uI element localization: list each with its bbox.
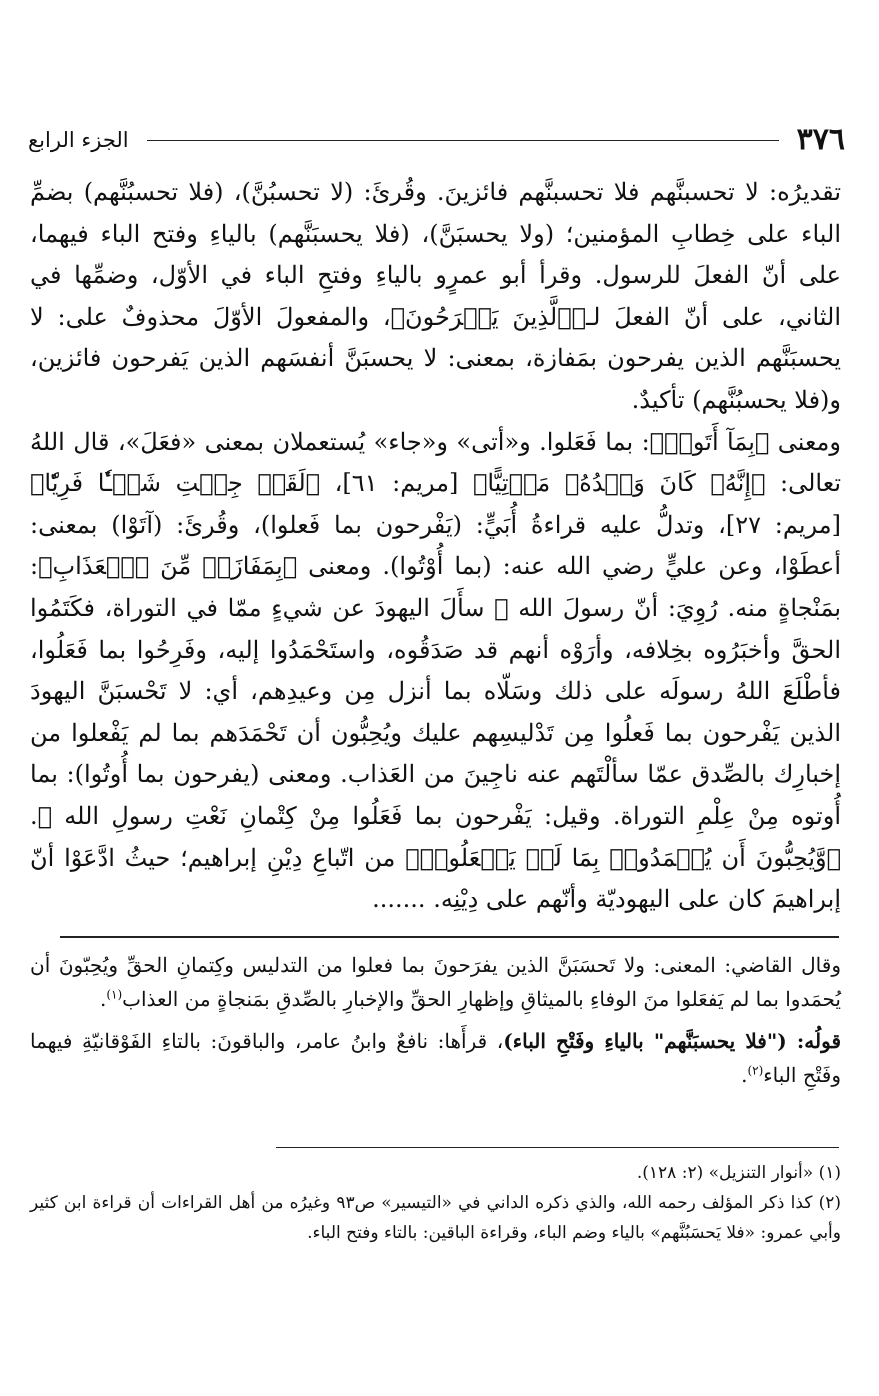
main-text (30, 172, 841, 921)
part-title: الجزء الرابع (28, 127, 129, 152)
commentary-text: ، قرأَها: نافعٌ وابنُ عامر، والباقونَ: بالتاءِ الفَوْقانيّةِ فيهما وفَتْحِ الباء (30, 1029, 841, 1087)
footnote-divider (276, 1147, 839, 1148)
footnote: (٢) كذا ذكر المؤلف رحمه الله، والذي ذكره الداني في «التيسير» ص٩٣ وغيرُه من أهل القراءات أن قراءة ابن كثير وأبي عمرو: «فلا يَحسَبُنَّهم» بالياء وضم الباء، وقراءة الباقين: بالتاء وفتح الباء. (30, 1193, 841, 1243)
footnote-ref[interactable]: (١) (106, 987, 123, 1002)
commentary (30, 948, 841, 1100)
commentary-paragraph: قولُه: ("فلا يحسبَنَّهم" بالياءِ وفَتْحِ الباء)، قرأَها: نافعٌ وابنُ عامر، والباقونَ: بالتاءِ الفَوْقانيّةِ فيهما وفَتْحِ الباء$^{(٢)}$. (30, 1029, 842, 1087)
commentary-divider (60, 936, 839, 938)
header-rule (147, 140, 779, 141)
main-paragraph: ومعنى ﴿بِمَآ أَتَوا۟﴾: بما فَعَلوا. و«أتى» و«جاء» يُستعملان بمعنى «فعَلَ»، قال اللهُ تعالى: ﴿إِنَّهُۥ كَانَ وَعۡدُهُۥ مَأۡتِيًّا﴾ [مريم: ٦١]، ﴿لَقَدۡ جِئۡتِ شَيۡـٔٗا فَرِيّٗا﴾ [مريم: ٢٧]، وتدلُّ عليه قراءةُ أُبَيٍّ: (يَفْرحون بما فَعلوا)، وقُرئَ: (آتَوْا) بمعنى: أعطَوْا، وعن عليٍّ رضي الله عنه: (بما أُوْتُوا). ومعنى ﴿بِمَفَازَةٖ مِّنَ ٱلۡعَذَابِ﴾: بمَنْجاةٍ منه. رُوِيَ: أنّ رسولَ الله ﷺ سأَلَ اليهودَ عن شيءٍ ممّا في التوراة، فكَتَمُوا الحقَّ وأخبَرُوه بخِلافه، وأرَوْه أنهم قد صَدَقُوه، واستَحْمَدُوا إليه، وفَرِحُوا بما فَعَلُوا، فأطْلَعَ اللهُ رسولَه على ذلك وسَلّاه بما أنزل مِن وعيدِهم، أي: لا تَحْسبَنَّ اليهودَ الذين يَفْرحون بما فَعلُوا مِن تَدْليسِهم عليك ويُحِبُّون أن تَحْمَدَهم بما لم يَفْعلوا من إخبارِك بالصِّدق عمّا سألْتَهم عنه ناجِينَ من العَذاب. ومعنى (يفرحون بما أُوتُوا): بما أُوتوه مِنْ عِلْمِ التوراة. وقيل: يَفْرحون بما فَعَلُوا مِنْ كِتْمانِ نَعْتِ رسولِ الله ﷺ. ﴿وَّيُحِبُّونَ أَن يُحۡمَدُوا۟ بِمَا لَمۡ يَفۡعَلُوا۟﴾ من اتّباعِ دِيْنِ إبراهيم؛ حيثُ ادَّعَوْا أنّ إبراهيمَ كان على اليهوديّة وأنّهم على دِيْنِه. ....... (30, 427, 841, 914)
page-header (28, 120, 845, 160)
commentary-text: وقال القاضي: المعنى: ولا تَحسَبَنَّ الذين يفرَحونَ بما فعلوا من التدليس وكِتمانِ الحقِّ ويُحِبّونَ أن يُحمَدوا بما لم يَفعَلوا منَ الوفاءِ بالميثاقِ وإظهارِ الحقِّ والإخبارِ بالصِّدقِ بمَنجاةٍ من العذاب (30, 953, 841, 1011)
commentary-paragraph: وقال القاضي: المعنى: ولا تَحسَبَنَّ الذين يفرَحونَ بما فعلوا من التدليس وكِتمانِ الحقِّ ويُحِبّونَ أن يُحمَدوا بما لم يَفعَلوا منَ الوفاءِ بالميثاقِ وإظهارِ الحقِّ والإخبارِ بالصِّدقِ بمَنجاةٍ من العذاب$^{(١)}$. (30, 953, 841, 1011)
footnote: (١) «أنوار التنزيل» (٢: ١٢٨). (636, 1163, 841, 1183)
footnote-ref[interactable]: (٢) (747, 1063, 764, 1078)
main-paragraph: تقديرُه: لا تحسبنَّهم فلا تحسبنَّهم فائزينَ. وقُرئَ: (لا تحسبُنَّ)، (فلا تحسبُنَّهم) بضمِّ الباء على خِطابِ المؤمنين؛ (ولا يحسبَنَّ)، (فلا يحسبَنَّهم) بالياءِ وفتح الباء فيهما، على أنّ الفعلَ للرسول. وقرأ أبو عمرٍو بالياءِ وفتحِ الباء في الأوّل، وضمِّها في الثاني، على أنّ الفعلَ لـ﴿ٱلَّذِينَ يَفۡرَحُونَ﴾، والمفعولَ الأوّلَ محذوفٌ على: لا يحسبَنَّهم الذين يفرحون بمَفازة، بمعنى: لا يحسبَنَّ أنفسَهم الذين يَفرحون فائزين، و(فلا يحسبُنَّهم) تأكيدٌ. (30, 178, 841, 414)
commentary-lead: قولُه: ("فلا يحسبَنَّهم" بالياءِ وفَتْحِ الباء) (503, 1029, 842, 1053)
page-number: ٣٧٦ (796, 122, 845, 157)
footnotes (30, 1158, 841, 1248)
